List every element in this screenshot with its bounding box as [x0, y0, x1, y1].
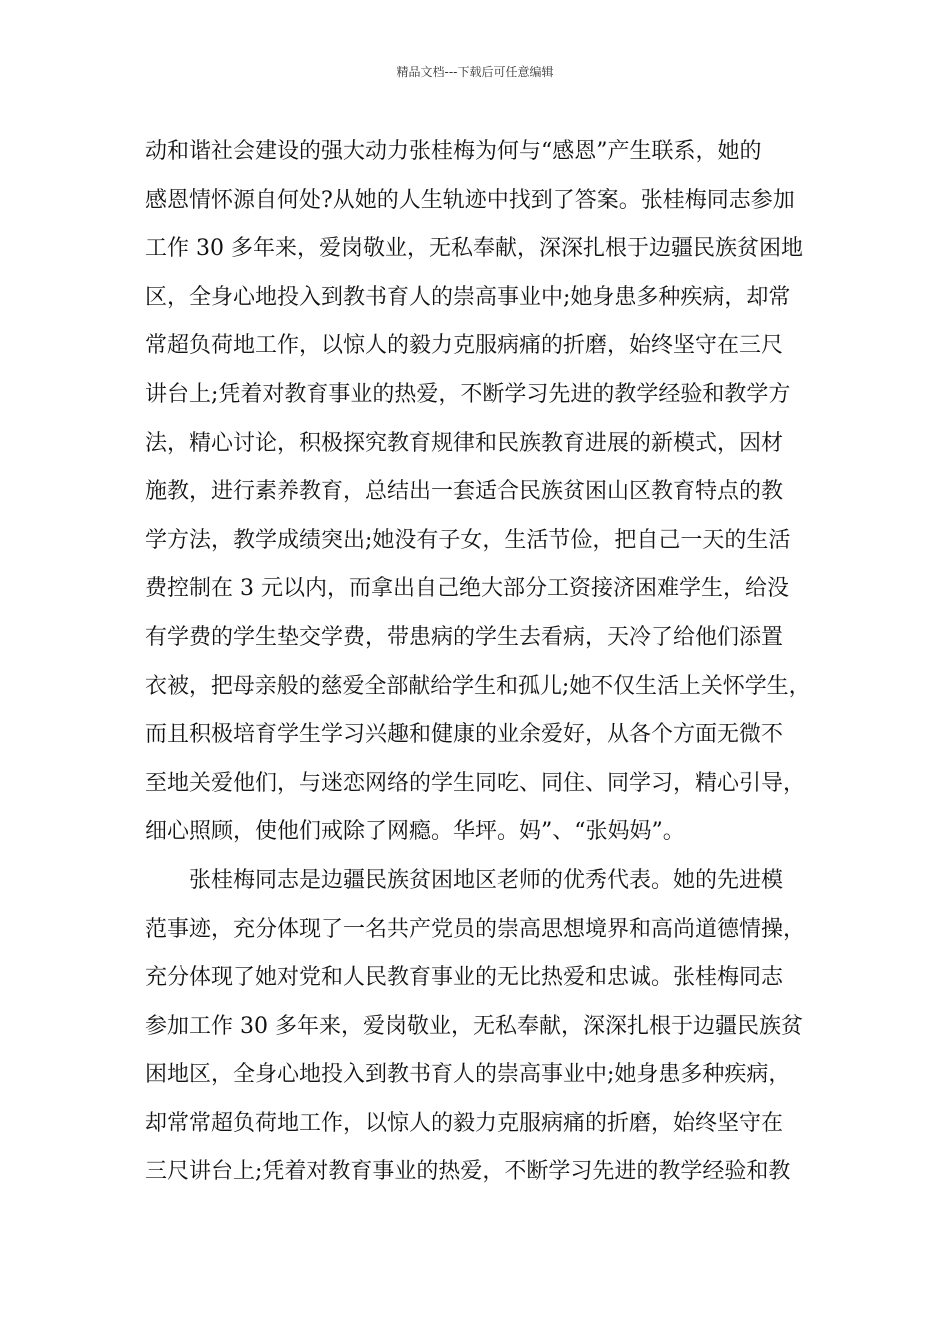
document-body	[145, 128, 810, 1197]
page-header: 精品文档---下载后可任意编辑	[396, 65, 554, 79]
text-line: 动和谐社会建设的强大动力张桂梅为何与“感恩”产生联系，她的	[145, 139, 762, 164]
text-line: 常超负荷地工作，以惊人的毅力克服病痛的折磨，始终坚守在三尺	[145, 333, 784, 359]
text-line: 却常常超负荷地工作，以惊人的毅力克服病痛的折磨，始终坚守在	[145, 1110, 784, 1136]
text-line: 张桂梅同志是边疆民族贫困地区老师的优秀代表。她的先进模	[189, 867, 784, 893]
text-line: 感恩情怀源自何处?从她的人生轨迹中找到了答案。张桂梅同志参加	[145, 187, 795, 213]
paragraph-1	[145, 128, 810, 857]
paragraph-2	[145, 857, 810, 1197]
text-line: 而且积极培育学生学习兴趣和健康的业余爱好，从各个方面无微不	[145, 722, 784, 748]
text-line: 有学费的学生垫交学费，带患病的学生去看病，天冷了给他们添置	[145, 624, 784, 650]
text-line: 困地区，全身心地投入到教书育人的崇高事业中;她身患多种疾病，	[145, 1062, 791, 1088]
text-line: 范事迹，充分体现了一名共产党员的崇高思想境界和高尚道德情操，	[145, 916, 806, 942]
text-line: 施教，进行素养教育，总结出一套适合民族贫困山区教育特点的教	[145, 479, 784, 505]
text-line: 衣被，把母亲般的慈爱全部献给学生和孤儿;她不仅生活上关怀学生，	[145, 673, 811, 699]
text-line: 讲台上;凭着对教育事业的热爱，不断学习先进的教学经验和教学方	[145, 381, 791, 407]
text-line: 法，精心讨论，积极探究教育规律和民族教育进展的新模式，因材	[145, 430, 784, 456]
text-line: 参加工作 30 多年来，爱岗敬业，无私奉献，深深扎根于边疆民族贫	[145, 1013, 803, 1039]
text-line: 工作 30 多年来，爱岗敬业，无私奉献，深深扎根于边疆民族贫困地	[145, 236, 803, 262]
text-line: 充分体现了她对党和人民教育事业的无比热爱和忠诚。张桂梅同志	[145, 965, 784, 991]
text-line: 至地关爱他们，与迷恋网络的学生同吃、同住、同学习，精心引导，	[145, 770, 806, 796]
text-line: 区，全身心地投入到教书育人的崇高事业中;她身患多种疾病，却常	[145, 284, 791, 310]
text-line: 三尺讲台上;凭着对教育事业的热爱，不断学习先进的教学经验和教	[145, 1159, 791, 1185]
text-line: 细心照顾，使他们戒除了网瘾。华坪。妈”、“张妈妈”。	[145, 819, 685, 845]
text-line: 学方法，教学成绩突出;她没有子女，生活节俭，把自己一天的生活	[145, 527, 791, 553]
text-line: 费控制在 3 元以内，而拿出自己绝大部分工资接济困难学生，给没	[145, 576, 789, 602]
